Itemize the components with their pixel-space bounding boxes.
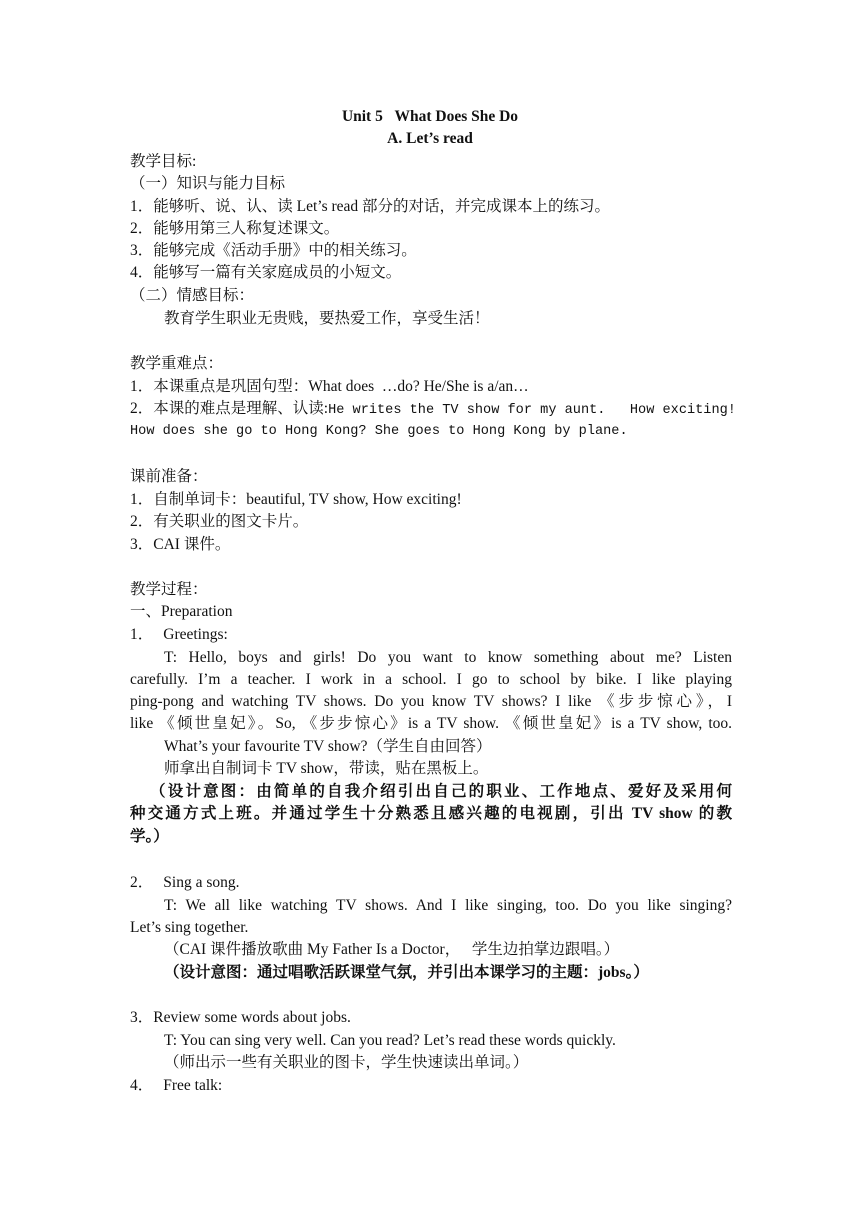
process-heading: 教学过程： <box>130 581 208 598</box>
step-label: Greetings: <box>163 626 228 643</box>
objective-item: 2．能够用第三人称复述课文。 <box>130 220 340 237</box>
prep-item: 2．有关职业的图文卡片。 <box>130 513 309 530</box>
word-card-note: 师拿出自制词卡 TV show，带读，贴在黑板上。 <box>164 760 489 777</box>
paragraph-line: T: Hello, boys and girls! Do you want to know something about me? Listen <box>164 649 732 666</box>
paragraph-line: ping-pong and watching TV shows. Do you know TV shows? I like 《步步惊心》，I <box>130 693 732 710</box>
step-heading <box>130 624 732 646</box>
key-point-sentence: How does she go to Hong Kong? She goes to Hong Kong by plane. <box>130 424 628 439</box>
key-point-prefix: 2．本课的难点是理解、认读: <box>130 400 329 417</box>
prep-heading: 课前准备： <box>130 468 208 485</box>
document-title: Unit 5 What Does She Do <box>341 108 519 125</box>
step-heading <box>130 1075 732 1097</box>
process-part-heading: 一、Preparation <box>130 603 233 620</box>
design-intent-line: （设计意图：通过唱歌活跃课堂气氛，并引出本课学习的主题：jobs。） <box>164 964 649 981</box>
paragraph-line: T: We all like watching TV shows. And I like singing, too. Do you like singing? <box>164 897 732 914</box>
step-heading <box>130 872 732 894</box>
key-point-item: 1．本课重点是巩固句型：What does …do? He/She is a/an… <box>130 378 529 395</box>
paragraph-line: carefully. I’m a teacher. I work in a school. I go to school by bike. I like playing <box>130 671 732 688</box>
paragraph-line: T: You can sing very well. Can you read? Let’s read these words quickly. <box>164 1032 616 1049</box>
step-number: 2． <box>130 874 154 891</box>
design-intent-line: 种交通方式上班。并通过学生十分熟悉且感兴趣的电视剧，引出 TV show 的教 <box>130 805 732 822</box>
step-number: 1． <box>130 626 154 643</box>
knowledge-heading: （一）知识与能力目标 <box>130 175 286 192</box>
step-label: Free talk: <box>163 1077 223 1094</box>
paragraph-line: like 《倾世皇妃》。So, 《步步惊心》is a TV show. 《倾世皇妃》is a TV show, too. <box>130 715 732 732</box>
step-label: Sing a song. <box>163 874 240 891</box>
paragraph-line: Let’s sing together. <box>130 919 249 936</box>
objective-item: 4．能够写一篇有关家庭成员的小短文。 <box>130 264 402 281</box>
objective-item: 1．能够听、说、认、读 Let’s read 部分的对话，并完成课本上的练习。 <box>130 198 611 215</box>
step-number: 4． <box>130 1077 154 1094</box>
prep-item: 1．自制单词卡：beautiful, TV show, How exciting! <box>130 491 462 508</box>
objective-item: 3．能够完成《活动手册》中的相关练习。 <box>130 242 417 259</box>
document-subtitle: A. Let’s read <box>387 130 473 147</box>
step-heading: 3．Review some words about jobs. <box>130 1009 351 1026</box>
prep-item: 3．CAI 课件。 <box>130 536 231 553</box>
key-point-sentence: He writes the TV show for my aunt. How exciting! <box>328 403 736 418</box>
design-intent-line: （设计意图：由简单的自我介绍引出自己的职业、工作地点、爱好及采用何 <box>150 783 732 800</box>
objectives-heading: 教学目标: <box>130 153 197 170</box>
favourite-question: What’s your favourite TV show?（学生自由回答） <box>164 738 492 755</box>
design-intent-line: 学。） <box>130 828 169 845</box>
paragraph-line: （师出示一些有关职业的图卡，学生快速读出单词。） <box>164 1054 529 1071</box>
cai-note: （CAI 课件播放歌曲 My Father Is a Doctor， 学生边拍掌边跟唱。） <box>164 941 620 958</box>
emotion-text: 教育学生职业无贵贱，要热爱工作，享受生活！ <box>164 310 490 327</box>
key-points-heading: 教学重难点： <box>130 355 224 372</box>
emotion-heading: （二）情感目标： <box>130 287 255 304</box>
key-point-item <box>130 398 740 422</box>
